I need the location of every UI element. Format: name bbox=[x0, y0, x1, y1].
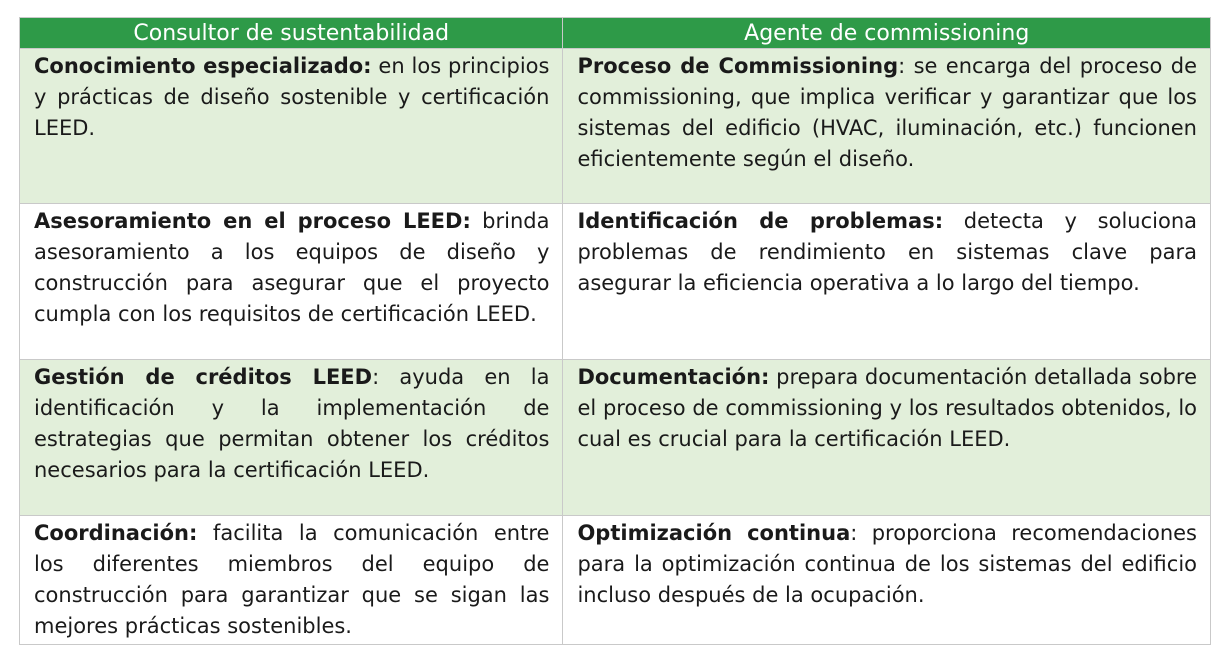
table-header-row bbox=[20, 18, 1211, 49]
table-row bbox=[20, 516, 1211, 645]
cell-text: : proporciona recomendaciones para la optimización continua de los sistemas del edificio incluso después de la ocupación. bbox=[577, 521, 1197, 607]
header-agente: Agente de commissioning bbox=[563, 18, 1211, 49]
table-cell bbox=[20, 204, 563, 360]
cell-term: Coordinación: bbox=[34, 521, 198, 545]
table-row bbox=[20, 204, 1211, 360]
table-cell bbox=[563, 360, 1211, 516]
cell-text: : ayuda en la identificación y la implementación de estrategias que permitan obtener los créditos necesarios para la certificación LEED. bbox=[34, 365, 550, 482]
cell-term: Identificación de problemas: bbox=[577, 209, 944, 233]
cell-text: detecta y soluciona problemas de rendimiento en sistemas clave para asegurar la eficiencia operativa a lo largo del tiempo. bbox=[577, 209, 1197, 295]
cell-text: facilita la comunicación entre los diferentes miembros del equipo de construcción para garantizar que se sigan las mejores prácticas sostenibles. bbox=[34, 521, 550, 638]
cell-text: prepara documentación detallada sobre el proceso de commissioning y los resultados obtenidos, lo cual es crucial para la certificación LEED. bbox=[577, 365, 1197, 451]
cell-term: Asesoramiento en el proceso LEED: bbox=[34, 209, 471, 233]
header-consultor: Consultor de sustentabilidad bbox=[20, 18, 563, 49]
table-row bbox=[20, 360, 1211, 516]
cell-term: Gestión de créditos LEED bbox=[34, 365, 373, 389]
table-cell bbox=[563, 49, 1211, 204]
cell-text: : se encarga del proceso de commissioning, que implica verificar y garantizar que los sistemas del edificio (HVAC, iluminación, etc.) funcionen eficientemente según el diseño. bbox=[577, 54, 1197, 171]
table-cell bbox=[563, 204, 1211, 360]
table-cell bbox=[20, 516, 563, 645]
table-cell bbox=[563, 516, 1211, 645]
table-row bbox=[20, 49, 1211, 204]
cell-term: Conocimiento especializado: bbox=[34, 54, 372, 78]
cell-text: en los principios y prácticas de diseño sostenible y certificación LEED. bbox=[34, 54, 550, 140]
table-cell bbox=[20, 360, 563, 516]
table-cell bbox=[20, 49, 563, 204]
cell-term: Proceso de Commissioning bbox=[577, 54, 899, 78]
cell-term: Documentación: bbox=[577, 365, 770, 389]
cell-text: brinda asesoramiento a los equipos de diseño y construcción para asegurar que el proyecto cumpla con los requisitos de certificación LEED. bbox=[34, 209, 550, 326]
cell-term: Optimización continua bbox=[577, 521, 851, 545]
comparison-table bbox=[19, 17, 1211, 645]
